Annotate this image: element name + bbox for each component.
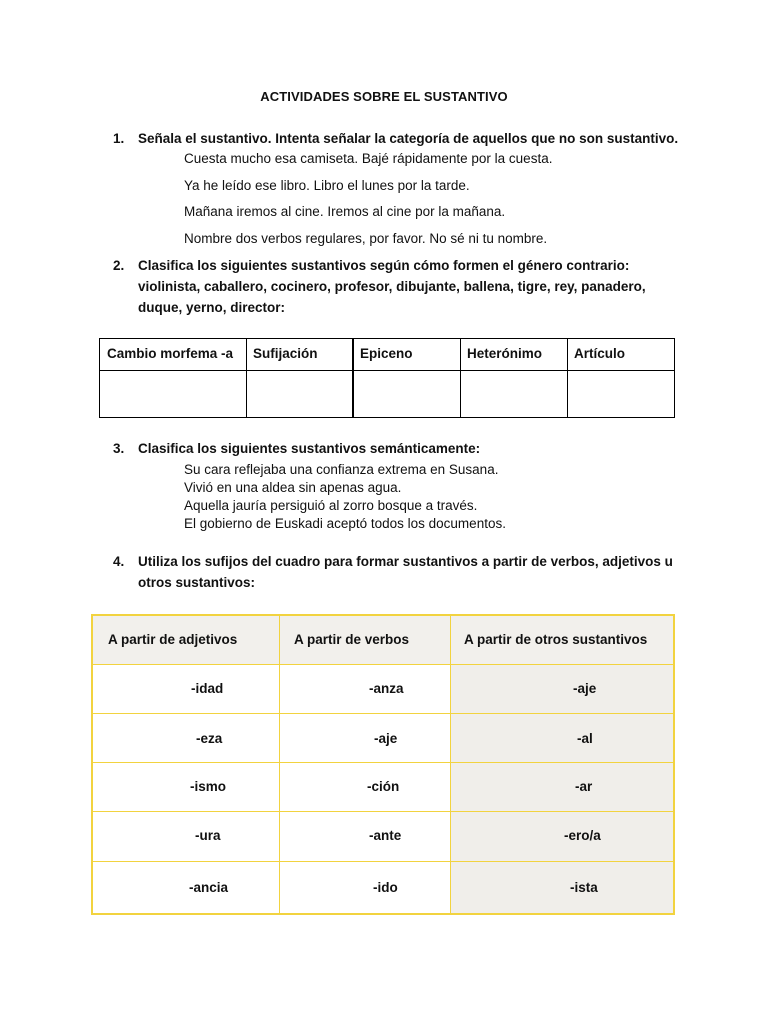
question-text: Clasifica los siguientes sustantivos según cómo formen el género contrario: violinista, caballero, cocinero, profesor, dibujante, ballena, tigre, rey, panadero, duque, yerno, director:: [138, 258, 646, 315]
suffix-cell: -ante: [369, 828, 402, 843]
table-header: A partir de adjetivos: [108, 632, 238, 647]
suffix-cell: -ido: [373, 880, 398, 895]
suffix-cell: -ismo: [190, 779, 227, 794]
table-header: Sufijación: [253, 346, 318, 361]
sentence: Ya he leído ese libro. Libro el lunes por la tarde.: [184, 178, 470, 193]
table-header: Artículo: [574, 346, 626, 361]
table-header: Epiceno: [360, 346, 413, 361]
sentence: Aquella jauría persiguió al zorro bosque a través.: [184, 498, 478, 513]
sentence: Vivió en una aldea sin apenas agua.: [184, 480, 402, 495]
suffix-cell: -aje: [573, 681, 597, 696]
sentence: El gobierno de Euskadi aceptó todos los documentos.: [184, 516, 506, 531]
gender-classification-table: [99, 338, 675, 418]
question-number: 2.: [113, 258, 125, 273]
suffix-cell: -anza: [369, 681, 404, 696]
question-number: 3.: [113, 441, 125, 456]
sentence: Cuesta mucho esa camiseta. Bajé rápidamente por la cuesta.: [184, 151, 553, 166]
table-header: A partir de otros sustantivos: [464, 632, 648, 647]
table-header: A partir de verbos: [294, 632, 410, 647]
suffix-table: [91, 614, 675, 915]
sentence: Mañana iremos al cine. Iremos al cine por la mañana.: [184, 204, 506, 219]
question-text: Clasifica los siguientes sustantivos semánticamente:: [138, 441, 481, 456]
question-text: Señala el sustantivo. Intenta señalar la categoría de aquellos que no son sustantivo.: [138, 131, 679, 146]
suffix-cell: -idad: [191, 681, 224, 696]
question-text: Utiliza los sufijos del cuadro para formar sustantivos a partir de verbos, adjetivos u otros sustantivos:: [138, 554, 673, 590]
suffix-cell: -ista: [570, 880, 598, 895]
page-title: ACTIVIDADES SOBRE EL SUSTANTIVO: [260, 89, 508, 104]
table-header: Cambio morfema -a: [107, 346, 234, 361]
question-number: 1.: [113, 131, 125, 146]
table-header: Heterónimo: [467, 346, 543, 361]
suffix-cell: -aje: [374, 731, 398, 746]
question-number: 4.: [113, 554, 125, 569]
suffix-cell: -ancia: [189, 880, 229, 895]
suffix-cell: -eza: [196, 731, 223, 746]
sentence: Nombre dos verbos regulares, por favor. No sé ni tu nombre.: [184, 231, 548, 246]
suffix-cell: -ura: [195, 828, 221, 843]
suffix-cell: -al: [577, 731, 593, 746]
sentence: Su cara reflejaba una confianza extrema en Susana.: [184, 462, 499, 477]
suffix-cell: -ero/a: [564, 828, 601, 843]
suffix-cell: -ción: [367, 779, 400, 794]
suffix-cell: -ar: [575, 779, 593, 794]
